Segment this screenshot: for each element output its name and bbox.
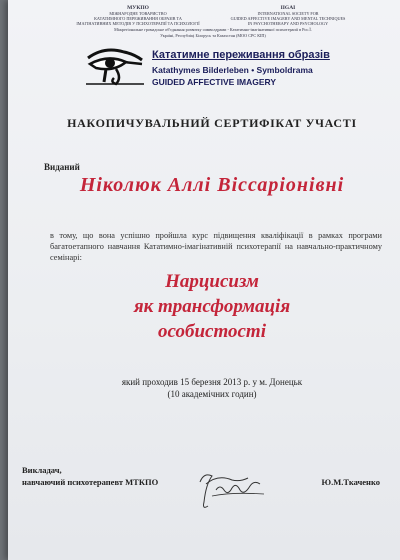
seminar-topic — [16, 269, 400, 344]
event-date-location: який проходив 15 березня 2013 р. у м. Донецьк — [121, 377, 303, 387]
topic-line: Нарцисизм — [165, 271, 259, 292]
event-hours: (10 академічних годин) — [167, 389, 257, 399]
instructor-label: Викладач, — [22, 465, 62, 475]
header-left-line: ІМАГІНАТИВНИХ МЕТОДІВ У ПСИХОТЕРАПІЇ ТА ПСИХОЛОГІЇ — [76, 21, 200, 26]
header-right-abbr: IIGAI — [280, 5, 296, 11]
logo-title-english: GUIDED AFFECTIVE IMAGERY — [152, 77, 277, 87]
header-left-line: МІЖНАРОДНЕ ТОВАРИСТВО — [109, 11, 167, 16]
header-right-line: GUIDED AFFECTIVE IMAGERY AND MENTAL TECHNIQUES — [230, 16, 346, 21]
header-middle-line: Україні, Республіці Білорусь та Казахстан (МОО СРС КІП) — [160, 33, 266, 38]
certificate-title: НАКОПИЧУВАЛЬНИЙ СЕРТИФІКАТ УЧАСТІ — [67, 116, 357, 130]
logo-title-ukrainian: Кататимне переживання образів — [152, 49, 330, 61]
logo-text — [152, 46, 330, 87]
eye-of-horus-icon — [84, 46, 146, 86]
event-details — [16, 376, 400, 400]
header-right-line: IN PSYCHOTHERAPY AND PSYCHOLOGY — [247, 21, 329, 26]
instructor-title: навчаючий психотерапевт МТКПО — [22, 477, 159, 487]
header-left-column — [68, 6, 208, 26]
header-right-column — [218, 6, 358, 26]
certificate-body-text: в тому, що вона успішно пройшла курс підвищення кваліфікації в рамках програми багатоетапного навчання Кататимно-імагінативній психотерапії на навчально-практичному семінарі: — [50, 231, 382, 262]
header-left-abbr: МУКПО — [127, 5, 149, 11]
organization-header — [58, 6, 368, 38]
certificate-paper — [8, 0, 400, 560]
topic-line: як трансформація — [133, 296, 291, 317]
header-left-line: КАТАТИМНОГО ПЕРЕЖИВАННЯ ОБРАЗІВ ТА — [94, 16, 182, 21]
signer-name: Ю.М.Ткаченко — [321, 477, 380, 487]
issued-label: Виданий — [44, 162, 80, 172]
logo-block — [84, 46, 330, 87]
header-right-line: INTERNATIONAL SOCIETY FOR — [257, 11, 319, 16]
header-middle-line: Міжрегіональне громадське об'єднання розвитку символдрами - Кататимно-імагінативної психотерапії в Рос.Ї. — [114, 27, 312, 32]
handwritten-signature — [192, 462, 272, 517]
topic-line: особистості — [158, 321, 266, 342]
logo-title-german: Katathymes Bilderleben • Symboldrama — [152, 65, 313, 75]
recipient-name: Ніколюк Аллі Віссаріонівні — [79, 174, 345, 196]
